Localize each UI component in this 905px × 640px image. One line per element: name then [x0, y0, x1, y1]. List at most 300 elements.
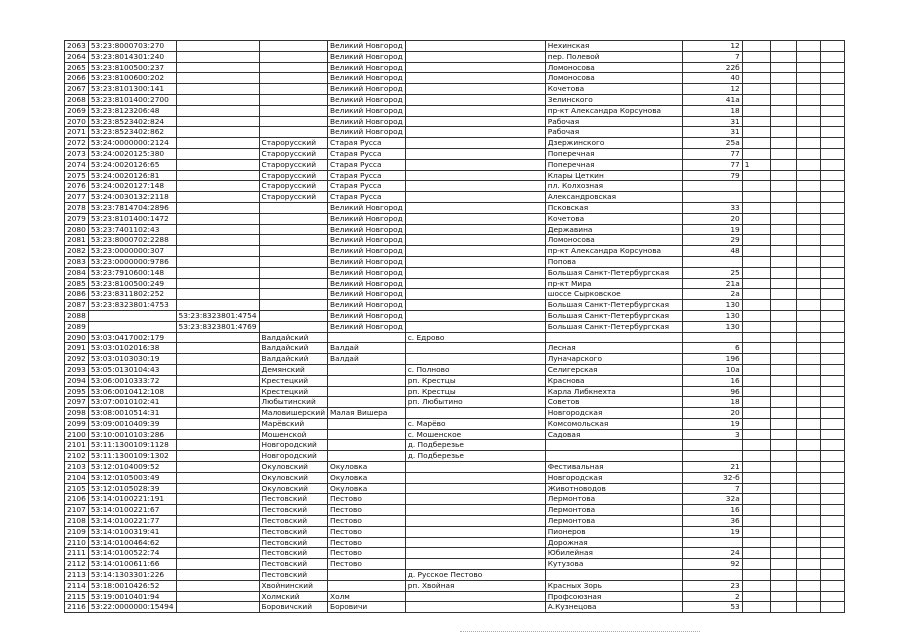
extra-cell — [796, 354, 820, 365]
row-number: 2088 — [65, 310, 89, 321]
extra-cell — [820, 440, 844, 451]
table-row — [65, 192, 845, 203]
table-row — [65, 537, 845, 548]
cadastral-number-secondary — [176, 440, 259, 451]
row-number: 2105 — [65, 483, 89, 494]
extra-cell — [770, 148, 796, 159]
street-name: Советов — [545, 397, 682, 408]
table-row — [65, 343, 845, 354]
district-name: Окуловский — [259, 472, 327, 483]
extra-cell — [742, 256, 770, 267]
extra-cell — [742, 386, 770, 397]
cadastral-number-secondary — [176, 159, 259, 170]
extra-cell — [796, 386, 820, 397]
extra-cell — [742, 429, 770, 440]
row-number: 2100 — [65, 429, 89, 440]
settlement-name — [405, 224, 545, 235]
extra-cell — [796, 246, 820, 257]
city-name: Старая Русса — [328, 192, 406, 203]
extra-cell — [742, 181, 770, 192]
row-number: 2089 — [65, 321, 89, 332]
district-name: Маловишерский — [259, 408, 327, 419]
extra-cell — [796, 321, 820, 332]
extra-cell — [820, 332, 844, 343]
extra-cell — [770, 505, 796, 516]
settlement-name: рп. Любытино — [405, 397, 545, 408]
row-number: 2075 — [65, 170, 89, 181]
city-name: Пестово — [328, 516, 406, 527]
street-name: Пионеров — [545, 526, 682, 537]
house-number: 41а — [682, 94, 742, 105]
table-row — [65, 591, 845, 602]
extra-cell — [820, 192, 844, 203]
cadastral-number-secondary — [176, 548, 259, 559]
settlement-name — [405, 559, 545, 570]
table-row — [65, 516, 845, 527]
table-row — [65, 105, 845, 116]
extra-cell — [770, 386, 796, 397]
house-number: 10а — [682, 364, 742, 375]
district-name: Пестовский — [259, 494, 327, 505]
table-row — [65, 321, 845, 332]
row-number: 2092 — [65, 354, 89, 365]
cadastral-number: 53:23:7401102:43 — [88, 224, 176, 235]
extra-cell — [770, 570, 796, 581]
cadastral-number: 53:14:0100611:66 — [88, 559, 176, 570]
cadastral-number-secondary — [176, 289, 259, 300]
row-number: 2091 — [65, 343, 89, 354]
row-number: 2110 — [65, 537, 89, 548]
extra-cell — [770, 429, 796, 440]
cadastral-number: 53:23:8014301:240 — [88, 51, 176, 62]
settlement-name — [405, 246, 545, 257]
extra-cell — [796, 41, 820, 52]
district-name — [259, 310, 327, 321]
street-name: пр-кт Александра Корсунова — [545, 105, 682, 116]
row-number: 2074 — [65, 159, 89, 170]
extra-cell — [820, 84, 844, 95]
house-number: 20 — [682, 408, 742, 419]
extra-cell — [742, 235, 770, 246]
table-row — [65, 224, 845, 235]
row-number: 2108 — [65, 516, 89, 527]
table-row — [65, 472, 845, 483]
settlement-name — [405, 62, 545, 73]
city-name: Великий Новгород — [328, 213, 406, 224]
extra-cell — [820, 62, 844, 73]
district-name: Боровичский — [259, 602, 327, 613]
table-row — [65, 51, 845, 62]
street-name: Лермонтова — [545, 516, 682, 527]
extra-cell — [820, 224, 844, 235]
district-name: Пестовский — [259, 570, 327, 581]
table-row — [65, 580, 845, 591]
cadastral-number-secondary — [176, 105, 259, 116]
house-number: 20 — [682, 213, 742, 224]
house-number — [682, 332, 742, 343]
row-number: 2104 — [65, 472, 89, 483]
extra-cell — [742, 278, 770, 289]
street-name: Державина — [545, 224, 682, 235]
extra-cell — [742, 148, 770, 159]
table-row — [65, 159, 845, 170]
cadastral-number-secondary — [176, 397, 259, 408]
extra-cell — [742, 105, 770, 116]
district-name: Пестовский — [259, 516, 327, 527]
extra-cell — [770, 548, 796, 559]
cadastral-number-secondary — [176, 343, 259, 354]
house-number: 53 — [682, 602, 742, 613]
row-number: 2090 — [65, 332, 89, 343]
cadastral-number-secondary — [176, 41, 259, 52]
row-number: 2085 — [65, 278, 89, 289]
city-name: Великий Новгород — [328, 278, 406, 289]
district-name — [259, 267, 327, 278]
extra-cell — [742, 192, 770, 203]
extra-cell — [742, 213, 770, 224]
extra-cell — [742, 300, 770, 311]
settlement-name: д. Подберезье — [405, 451, 545, 462]
cadastral-number: 53:23:8101300:141 — [88, 84, 176, 95]
cadastral-number-secondary — [176, 602, 259, 613]
settlement-name — [405, 408, 545, 419]
extra-cell — [770, 559, 796, 570]
district-name: Пестовский — [259, 526, 327, 537]
cadastral-number: 53:23:8311802:252 — [88, 289, 176, 300]
extra-cell — [820, 505, 844, 516]
extra-cell — [770, 408, 796, 419]
extra-cell — [820, 202, 844, 213]
table-row — [65, 256, 845, 267]
street-name: Зелинского — [545, 94, 682, 105]
extra-cell — [770, 537, 796, 548]
house-number: 96 — [682, 386, 742, 397]
extra-cell — [770, 159, 796, 170]
cadastral-number-secondary — [176, 505, 259, 516]
cadastral-number: 53:23:8523402:824 — [88, 116, 176, 127]
extra-cell — [742, 472, 770, 483]
extra-cell — [796, 51, 820, 62]
street-name: Рабочая — [545, 127, 682, 138]
house-number: 7 — [682, 483, 742, 494]
cadastral-number-secondary — [176, 256, 259, 267]
extra-cell — [820, 321, 844, 332]
extra-cell — [820, 494, 844, 505]
district-name: Валдайский — [259, 343, 327, 354]
extra-cell — [820, 580, 844, 591]
district-name: Старорусский — [259, 148, 327, 159]
table-row — [65, 548, 845, 559]
cadastral-number: 53:03:0417002:179 — [88, 332, 176, 343]
extra-cell — [820, 386, 844, 397]
row-number: 2065 — [65, 62, 89, 73]
extra-cell — [742, 267, 770, 278]
district-name: Старорусский — [259, 181, 327, 192]
extra-cell — [742, 462, 770, 473]
settlement-name — [405, 516, 545, 527]
extra-cell — [770, 213, 796, 224]
extra-cell — [820, 159, 844, 170]
extra-cell — [770, 332, 796, 343]
settlement-name: рп. Хвойная — [405, 580, 545, 591]
district-name — [259, 84, 327, 95]
city-name: Великий Новгород — [328, 41, 406, 52]
city-name: Пестово — [328, 494, 406, 505]
house-number: 40 — [682, 73, 742, 84]
settlement-name — [405, 105, 545, 116]
street-name: Лермонтова — [545, 494, 682, 505]
extra-cell — [770, 289, 796, 300]
city-name: Пестово — [328, 537, 406, 548]
settlement-name — [405, 526, 545, 537]
street-name: Красных Зорь — [545, 580, 682, 591]
extra-cell — [820, 537, 844, 548]
extra-cell — [796, 300, 820, 311]
row-number: 2084 — [65, 267, 89, 278]
city-name — [328, 451, 406, 462]
extra-cell — [770, 602, 796, 613]
footer-scan-artifact — [460, 631, 700, 634]
extra-cell — [796, 159, 820, 170]
district-name — [259, 256, 327, 267]
extra-cell — [742, 505, 770, 516]
table-row — [65, 354, 845, 365]
extra-cell — [770, 483, 796, 494]
district-name — [259, 73, 327, 84]
city-name: Старая Русса — [328, 181, 406, 192]
city-name: Великий Новгород — [328, 127, 406, 138]
cadastral-number: 53:06:0010412:108 — [88, 386, 176, 397]
table-row — [65, 440, 845, 451]
cadastral-number: 53:03:0102016:38 — [88, 343, 176, 354]
settlement-name — [405, 94, 545, 105]
table-row — [65, 127, 845, 138]
street-name: Поперечная — [545, 159, 682, 170]
table-row — [65, 267, 845, 278]
extra-cell — [796, 267, 820, 278]
district-name: Любытинский — [259, 397, 327, 408]
table-row — [65, 386, 845, 397]
extra-cell — [770, 375, 796, 386]
cadastral-number: 53:23:8100600:202 — [88, 73, 176, 84]
extra-cell — [742, 548, 770, 559]
row-number: 2097 — [65, 397, 89, 408]
extra-cell — [770, 397, 796, 408]
street-name: Большая Санкт-Петербургская — [545, 267, 682, 278]
cadastral-number-secondary — [176, 494, 259, 505]
extra-cell — [796, 202, 820, 213]
house-number: 29 — [682, 235, 742, 246]
extra-cell — [796, 462, 820, 473]
city-name: Старая Русса — [328, 138, 406, 149]
table-row — [65, 310, 845, 321]
row-number: 2078 — [65, 202, 89, 213]
cadastral-number-secondary — [176, 51, 259, 62]
row-number: 2067 — [65, 84, 89, 95]
cadastral-number: 53:23:8323801:4753 — [88, 300, 176, 311]
city-name: Малая Вишера — [328, 408, 406, 419]
street-name: Профсоюзная — [545, 591, 682, 602]
house-number: 25а — [682, 138, 742, 149]
cadastral-number: 53:14:0100221:77 — [88, 516, 176, 527]
extra-cell — [770, 51, 796, 62]
extra-cell — [796, 94, 820, 105]
extra-cell — [796, 472, 820, 483]
extra-cell — [820, 181, 844, 192]
house-number: 2а — [682, 289, 742, 300]
extra-cell — [796, 559, 820, 570]
settlement-name — [405, 505, 545, 516]
table-row — [65, 62, 845, 73]
cadastral-number-secondary — [176, 116, 259, 127]
extra-cell — [820, 472, 844, 483]
street-name: Лермонтова — [545, 505, 682, 516]
row-number: 2112 — [65, 559, 89, 570]
street-name: Поперечная — [545, 148, 682, 159]
row-number: 2073 — [65, 148, 89, 159]
house-number: 24 — [682, 548, 742, 559]
street-name: Попова — [545, 256, 682, 267]
extra-cell — [820, 138, 844, 149]
house-number: 16 — [682, 375, 742, 386]
district-name: Хвойнинский — [259, 580, 327, 591]
district-name: Пестовский — [259, 548, 327, 559]
district-name — [259, 300, 327, 311]
extra-cell — [820, 116, 844, 127]
city-name: Холм — [328, 591, 406, 602]
house-number: 18 — [682, 397, 742, 408]
cadastral-number: 53:23:8100500:249 — [88, 278, 176, 289]
extra-cell — [796, 213, 820, 224]
city-name: Великий Новгород — [328, 73, 406, 84]
settlement-name — [405, 181, 545, 192]
table-row — [65, 375, 845, 386]
settlement-name — [405, 159, 545, 170]
city-name: Великий Новгород — [328, 51, 406, 62]
house-number — [682, 451, 742, 462]
row-number: 2115 — [65, 591, 89, 602]
extra-cell — [796, 289, 820, 300]
extra-cell — [820, 462, 844, 473]
district-name: Валдайский — [259, 332, 327, 343]
city-name: Великий Новгород — [328, 116, 406, 127]
extra-cell — [742, 84, 770, 95]
cadastral-number: 53:14:0100464:62 — [88, 537, 176, 548]
extra-cell — [820, 375, 844, 386]
settlement-name — [405, 300, 545, 311]
table-row — [65, 602, 845, 613]
extra-cell — [742, 397, 770, 408]
district-name — [259, 213, 327, 224]
house-number: 79 — [682, 170, 742, 181]
settlement-name — [405, 73, 545, 84]
cadastral-number-secondary — [176, 472, 259, 483]
row-number: 2109 — [65, 526, 89, 537]
cadastral-number-secondary — [176, 386, 259, 397]
street-name: Клары Цеткин — [545, 170, 682, 181]
house-number: 31 — [682, 116, 742, 127]
cadastral-number — [88, 321, 176, 332]
house-number: 33 — [682, 202, 742, 213]
extra-cell — [770, 440, 796, 451]
district-name: Мошенской — [259, 429, 327, 440]
house-number: 31 — [682, 127, 742, 138]
extra-cell — [770, 278, 796, 289]
house-number: 23 — [682, 580, 742, 591]
city-name: Великий Новгород — [328, 235, 406, 246]
settlement-name — [405, 321, 545, 332]
extra-cell — [796, 375, 820, 386]
settlement-name — [405, 170, 545, 181]
cadastral-number-secondary — [176, 354, 259, 365]
house-number: 130 — [682, 310, 742, 321]
table-row — [65, 84, 845, 95]
cadastral-number-secondary — [176, 213, 259, 224]
house-number — [682, 192, 742, 203]
street-name — [545, 451, 682, 462]
street-name: пр-кт Александра Корсунова — [545, 246, 682, 257]
cadastral-number: 53:24:0020125:380 — [88, 148, 176, 159]
cadastral-number-secondary — [176, 224, 259, 235]
row-number: 2081 — [65, 235, 89, 246]
table-row — [65, 73, 845, 84]
cadastral-number-secondary — [176, 170, 259, 181]
extra-cell — [770, 84, 796, 95]
district-name: Пестовский — [259, 505, 327, 516]
settlement-name — [405, 148, 545, 159]
district-name: Старорусский — [259, 192, 327, 203]
house-number: 21а — [682, 278, 742, 289]
house-number: 196 — [682, 354, 742, 365]
city-name — [328, 386, 406, 397]
row-number: 2072 — [65, 138, 89, 149]
extra-cell — [820, 516, 844, 527]
house-number: 48 — [682, 246, 742, 257]
extra-cell — [796, 429, 820, 440]
street-name: Большая Санкт-Петербургская — [545, 321, 682, 332]
cadastral-number-secondary — [176, 526, 259, 537]
district-name: Пестовский — [259, 537, 327, 548]
cadastral-number: 53:24:0020126:81 — [88, 170, 176, 181]
extra-cell — [742, 289, 770, 300]
table-row — [65, 570, 845, 581]
extra-cell — [820, 51, 844, 62]
extra-cell — [820, 559, 844, 570]
cadastral-number-secondary — [176, 73, 259, 84]
district-name — [259, 321, 327, 332]
cadastral-number-secondary — [176, 278, 259, 289]
settlement-name — [405, 213, 545, 224]
settlement-name — [405, 192, 545, 203]
extra-cell — [742, 559, 770, 570]
row-number: 2069 — [65, 105, 89, 116]
city-name: Окуловка — [328, 462, 406, 473]
row-number: 2102 — [65, 451, 89, 462]
extra-cell — [796, 332, 820, 343]
district-name — [259, 278, 327, 289]
cadastral-number-secondary — [176, 408, 259, 419]
row-number: 2095 — [65, 386, 89, 397]
extra-cell — [820, 570, 844, 581]
table-row — [65, 408, 845, 419]
table-row — [65, 483, 845, 494]
cadastral-number-secondary — [176, 181, 259, 192]
settlement-name — [405, 202, 545, 213]
city-name: Боровичи — [328, 602, 406, 613]
settlement-name — [405, 354, 545, 365]
district-name: Окуловский — [259, 483, 327, 494]
cadastral-number-secondary — [176, 429, 259, 440]
